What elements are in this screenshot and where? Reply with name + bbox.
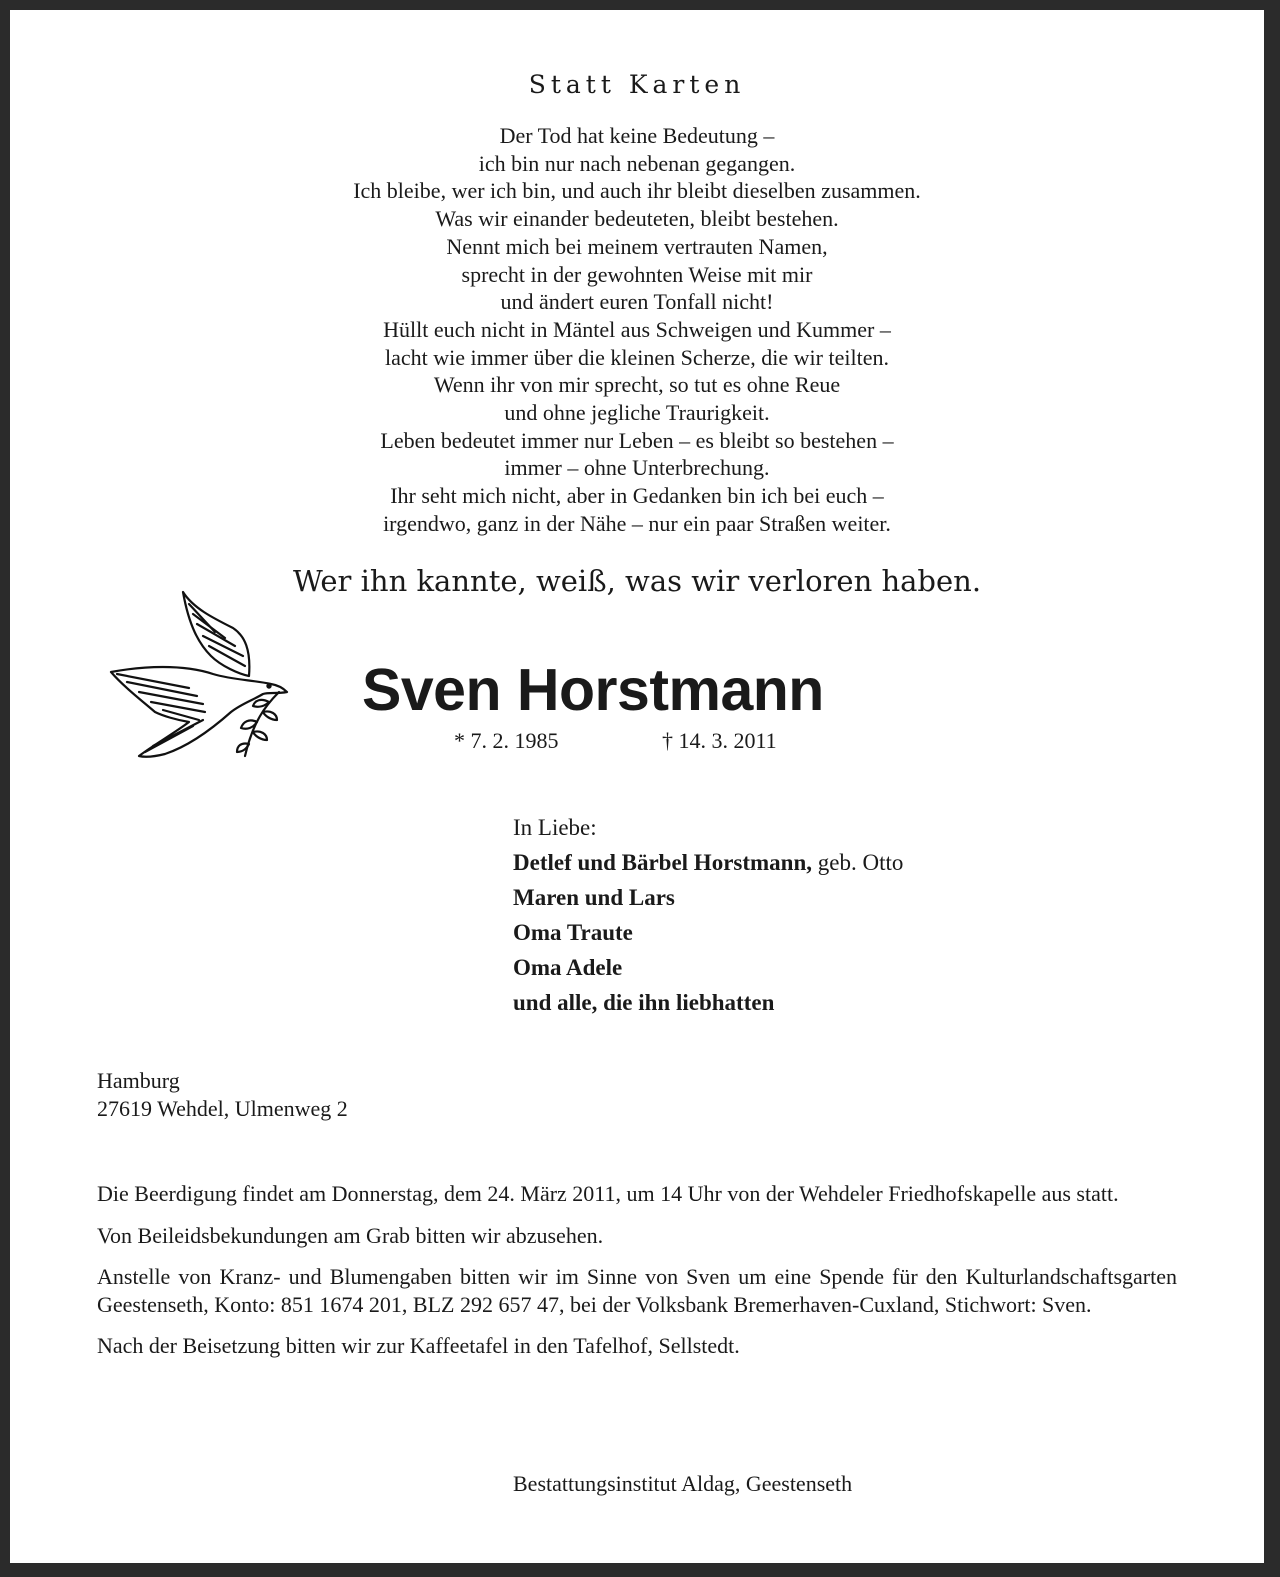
mourner-siblings: Maren und Lars [513,885,675,910]
poem-line: Wenn ihr von mir sprecht, so tut es ohne Reue [433,372,841,398]
dove-with-olive-branch-icon [93,588,289,760]
poem-line: immer – ohne Unterbrechung. [504,455,770,481]
donation-note: Anstelle von Kranz- und Blumengaben bitten wir im Sinne von Sven um eine Spende für den Kulturlandschaftsgarten Geestenseth, Konto: 851 1674 201, BLZ 292 657 47, bei der Volksbank Bremerhaven-Cuxland, Stichwort: Sven. [97,1264,1177,1317]
mourners-intro: In Liebe: [513,815,597,840]
poem-line: Ich bleibe, wer ich bin, und auch ihr bleibt dieselben zusammen. [353,178,921,204]
reception-note: Nach der Beisetzung bitten wir zur Kaffeetafel in den Tafelhof, Sellstedt. [97,1333,740,1358]
undertaker: Bestattungsinstitut Aldag, Geestenseth [513,1471,853,1496]
funeral-info: Die Beerdigung findet am Donnerstag, dem 24. März 2011, um 14 Uhr von der Wehdeler Friedhofskapelle aus statt. [97,1181,1119,1206]
deceased-name: Sven Horstmann [362,657,824,723]
poem-line: irgendwo, ganz in der Nähe – nur ein paar Straßen weiter. [383,510,891,536]
mourner-parents [513,845,903,880]
mourner-parents-names: Detlef und Bärbel Horstmann, [513,850,812,875]
poem-line: lacht wie immer über die kleinen Scherze, die wir teilten. [385,344,889,370]
poem-line: Hüllt euch nicht in Mäntel aus Schweigen und Kummer – [383,316,891,342]
mourner-grandmother: Oma Adele [513,955,623,980]
poem [10,122,1264,538]
condolence-note: Von Beileidsbekundungen am Grab bitten wir abzusehen. [97,1222,604,1248]
poem-line: Ihr seht mich nicht, aber in Gedanken bin ich bei euch – [390,483,884,509]
poem-line: sprecht in der gewohnten Weise mit mir [461,261,813,287]
motto: Wer ihn kannte, weiß, was wir verloren haben. [292,564,982,598]
poem-line: Der Tod hat keine Bedeutung – [499,123,775,148]
mourners-list [513,810,903,1020]
poem-line: Was wir einander bedeuteten, bleibt bestehen. [435,206,839,232]
notice-header: Statt Karten [528,70,746,99]
mourner-others: und alle, die ihn liebhatten [513,990,775,1015]
funeral-notes [97,1180,1177,1374]
poem-line: Leben bedeutet immer nur Leben – es bleibt so bestehen – [380,427,894,453]
family-address [97,1067,348,1123]
birth-date: * 7. 2. 1985 [454,728,559,753]
poem-line: Nennt mich bei meinem vertrauten Namen, [446,233,828,259]
poem-line: und ohne jegliche Traurigkeit. [504,400,770,426]
death-date: † 14. 3. 2011 [662,728,777,753]
address-line: 27619 Wehdel, Ulmenweg 2 [97,1096,348,1121]
address-line: Hamburg [97,1068,180,1093]
poem-line: ich bin nur nach nebenan gegangen. [478,150,796,176]
mourner-parents-note: geb. Otto [812,850,904,875]
mourner-grandmother: Oma Traute [513,920,633,945]
obituary-notice [10,10,1264,1563]
poem-line: und ändert euren Tonfall nicht! [500,289,774,315]
